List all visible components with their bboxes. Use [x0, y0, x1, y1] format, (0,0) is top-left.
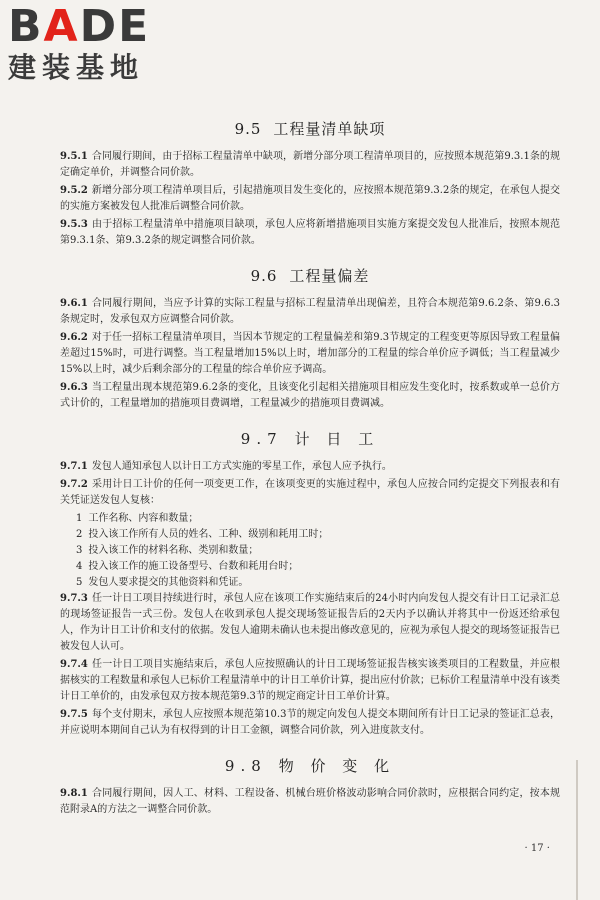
logo-chinese: 建装基地	[8, 51, 145, 84]
document-body	[60, 112, 560, 820]
clause: 9.6.3 当工程量出现本规范第9.6.2条的变化，且该变化引起相关措施项目相应发生变化时，按系数或单一总价方式计价的，工程量增加的措施项目费调增，工程量减少的措施项目费调减。	[60, 382, 560, 409]
clause: 9.5.2 新增分部分项工程清单项目后，引起措施项目发生变化的，应按照本规范第9.3.2条的规定，在承包人提交的实施方案被发包人批准后调整合同价款。	[60, 185, 560, 212]
bade-logo	[8, 1, 178, 84]
clause: 9.8.1 合同履行期间，因人工、材料、工程设备、机械台班价格波动影响合同价款时，应根据合同约定，按本规范附录A的方法之一调整合同价款。	[60, 788, 560, 815]
clause: 9.7.4 任一计日工项目实施结束后，承包人应按照确认的计日工现场签证报告核实该类项目的工程数量，并应根据核实的工程数量和承包人已标价工程量清单中的计日工单价计算，提出应付价款；已标价工程量清单中没有该类计日工单价的，由发承包双方按本规范第9.3节的规定商定计日工单价计算。	[60, 659, 560, 702]
page-edge-shadow	[576, 760, 578, 900]
page-number: · 17 ·	[524, 843, 550, 854]
clause: 9.5.3 由于招标工程量清单中措施项目缺项，承包人应将新增措施项目实施方案提交发包人批准后，按照本规范第9.3.1条、第9.3.2条的规定调整合同价款。	[60, 219, 560, 246]
clause: 9.7.2 采用计日工计价的任何一项变更工作，在该项变更的实施过程中，承包人应按合同约定提交下列报表和有关凭证送发包人复核：	[60, 479, 560, 506]
list-item: 1 工作名称、内容和数量；	[76, 513, 199, 524]
clause: 9.6.1 合同履行期间，当应予计算的实际工程量与招标工程量清单出现偏差，且符合本规范第9.6.2条、第9.6.3条规定时，发承包双方应调整合同价款。	[60, 298, 560, 325]
list-item: 2 投入该工作所有人员的姓名、工种、级别和耗用工时；	[76, 529, 329, 540]
clause: 9.7.3 任一计日工项目持续进行时，承包人应在该项工作实施结束后的24小时内向发包人提交有计日工记录汇总的现场签证报告一式三份。发包人在收到承包人提交现场签证报告后的2天内予以确认并将其中一份返还给承包人，作为计日工计价和支付的依据。发包人逾期未确认也未提出修改意见的，应视为承包人提交的现场签证报告已被发包人认可。	[60, 593, 560, 652]
clause: 9.7.5 每个支付期末，承包人应按照本规范第10.3节的规定向发包人提交本期间所有计日工记录的签证汇总表，并应说明本期间自己认为有权得到的计日工金额，调整合同价款，列入进度款支付。	[60, 709, 560, 736]
logo-wordmark: BADE	[8, 1, 151, 52]
section-title-9-8: 9.8 物 价 变 化	[224, 757, 396, 775]
section-title-9-7: 9.7 计 日 工	[240, 430, 380, 448]
list-item: 4 投入该工作的施工设备型号、台数和耗用台时；	[76, 561, 299, 572]
list-item: 3 投入该工作的材料名称、类别和数量；	[76, 545, 259, 556]
section-title-9-5: 9.5 工程量清单缺项	[234, 120, 386, 138]
section-title-9-6: 9.6 工程量偏差	[250, 267, 370, 285]
clause: 9.5.1 合同履行期间，由于招标工程量清单中缺项，新增分部分项工程清单项目的，应按照本规范第9.3.1条的规定确定单价，并调整合同价款。	[60, 151, 560, 178]
clause: 9.7.1 发包人通知承包人以计日工方式实施的零星工作，承包人应予执行。	[60, 461, 392, 472]
list-item: 5 发包人要求提交的其他资料和凭证。	[76, 577, 249, 588]
clause: 9.6.2 对于任一招标工程量清单项目，当因本节规定的工程量偏差和第9.3节规定的工程变更等原因导致工程量偏差超过15%时，可进行调整。当工程量增加15%以上时，增加部分的工程量的综合单价应予调低；当工程量减少15%以上时，减少后剩余部分的工程量的综合单价应予调高。	[60, 332, 560, 375]
